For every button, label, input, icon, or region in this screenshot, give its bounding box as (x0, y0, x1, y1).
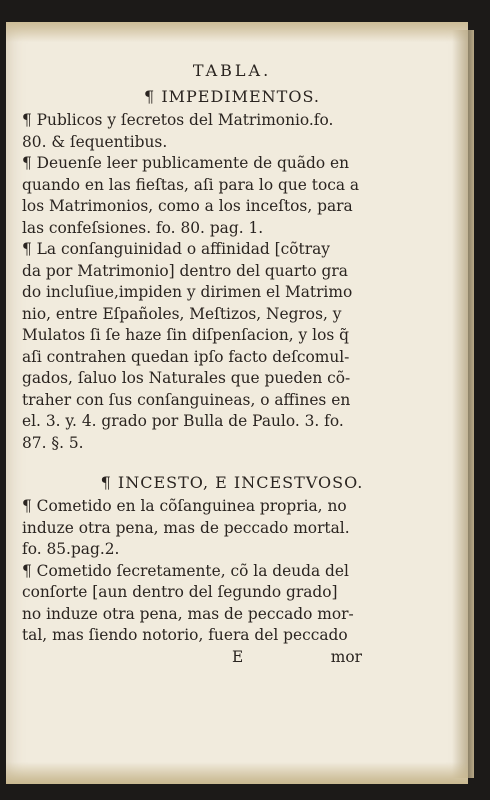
section-heading-incesto: ¶ INCESTO, E INCESTVOSO. (100, 473, 364, 492)
text-line: ¶ Publicos y ſecretos del Matrimonio.fo. (22, 111, 334, 129)
text-line: da por Matrimonio] dentro del quarto gra (22, 261, 348, 280)
text-line: ¶ Deuenſe leer publicamente de quãdo en (22, 154, 350, 172)
text-line: no induze otra pena, mas de peccado mor- (22, 604, 354, 623)
text-line: fo. 85.pag.2. (22, 540, 120, 558)
text-line: ¶ Cometido ſecretamente, cõ la deuda del (22, 561, 349, 580)
page-footer (22, 647, 442, 669)
catchword: mor (330, 647, 362, 666)
section-gap (22, 454, 442, 470)
text-line: aſi contrahen quedan ipſo facto deſcomul- (22, 347, 350, 366)
page-edge-shadow-bottom (6, 762, 468, 784)
text-line: tal, mas ſiendo notorio, fuera del peccado (22, 626, 348, 644)
text-line: do incluſiue,impiden y dirimen el Matrimo (22, 283, 353, 301)
text-line: nio, entre Eſpañoles, Meſtizos, Negros, y (22, 304, 342, 323)
text-line: ¶ La conſanguinidad o affinidad [cõtray (22, 240, 330, 258)
text-line: Mulatos ſi ſe haze ſin diſpenſacion, y los q̃ (22, 326, 349, 344)
text-line: 80. & ſequentibus. (22, 132, 168, 151)
text-line: los Matrimonios, como a los inceſtos, para (22, 197, 353, 215)
text-line: 87. §. 5. (22, 433, 84, 452)
text-line: quando en las fieſtas, aſi para lo que toca a (22, 175, 360, 194)
signature-mark: E (232, 647, 244, 666)
running-head: TABLA. (192, 61, 272, 80)
text-line: traher con ſus conſanguineas, o affines en (22, 390, 351, 409)
text-line: induze otra pena, mas de peccado mortal. (22, 518, 350, 537)
text-line: ¶ Cometido en la cõſanguinea propria, no (22, 497, 347, 515)
section-heading-impedimentos: ¶ IMPEDIMENTOS. (144, 87, 320, 106)
page-text (22, 58, 442, 668)
text-line: las confeſsiones. fo. 80. pag. 1. (22, 218, 264, 237)
text-line: el. 3. y. 4. grado por Bulla de Paulo. 3. fo. (22, 412, 344, 430)
page-edge-shadow-top (6, 22, 468, 42)
page-edge-shadow-right (452, 30, 474, 778)
text-line: gados, ſaluo los Naturales que pueden cõ- (22, 369, 351, 387)
text-line: conſorte [aun dentro del ſegundo grado] (22, 583, 338, 601)
